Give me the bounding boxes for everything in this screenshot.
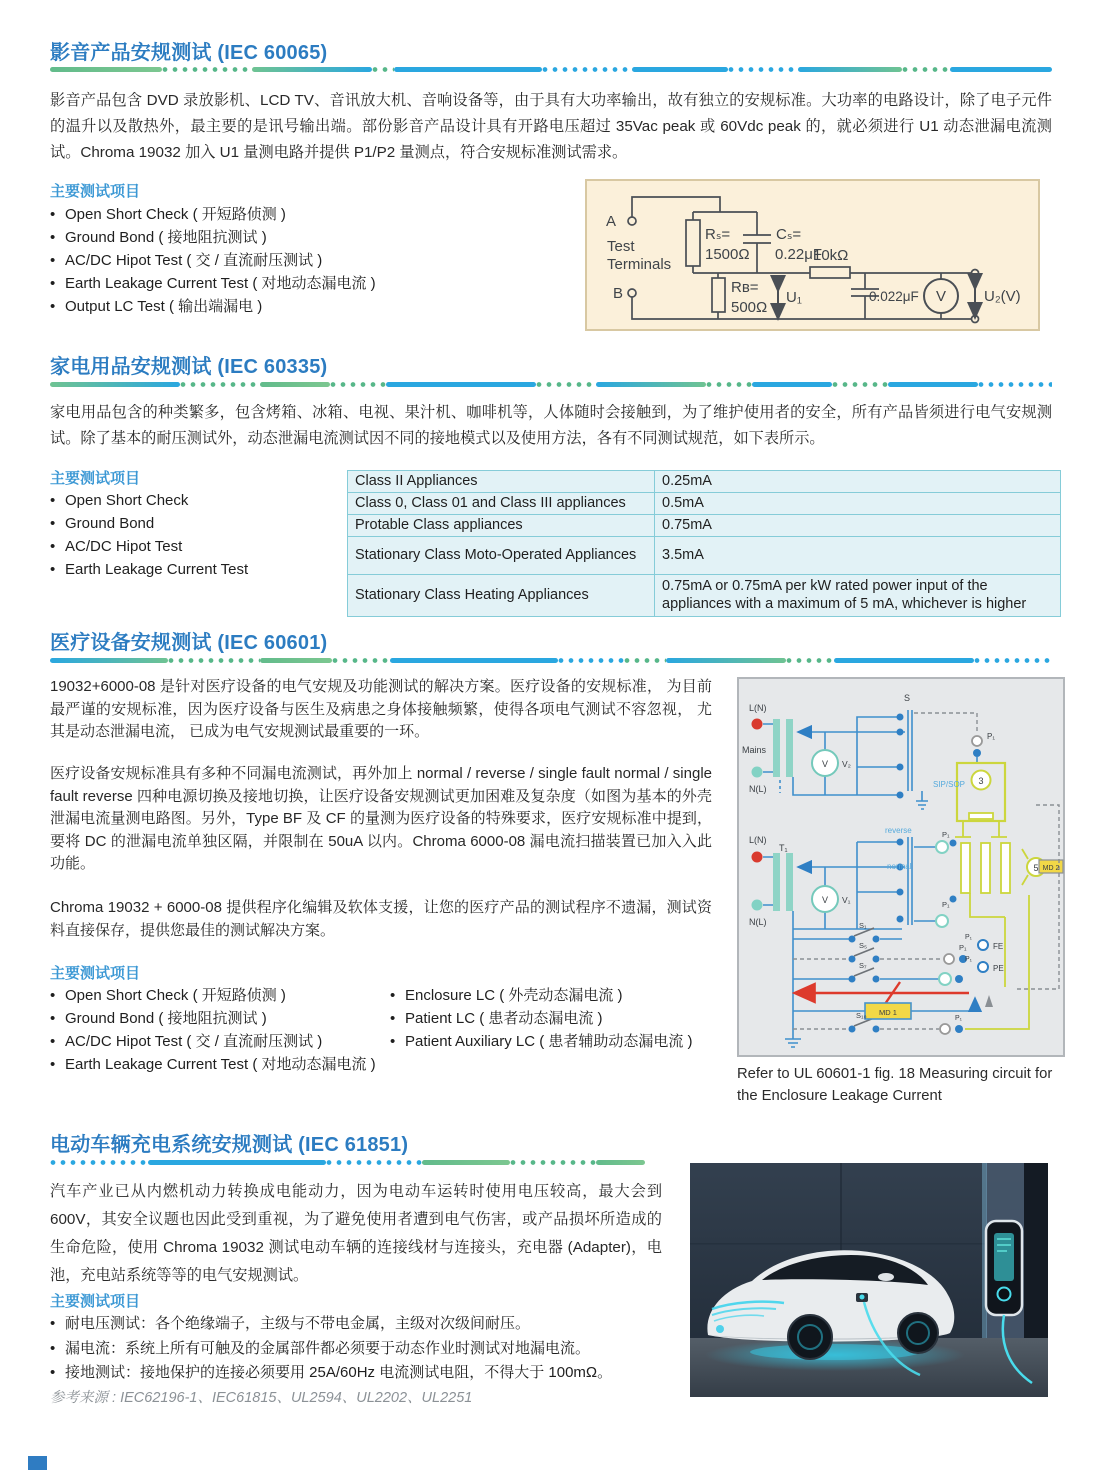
p1-fe-label: P₁ <box>965 934 973 941</box>
divider-segment <box>260 658 332 663</box>
section-title-ev: 电动车辆充电系统安规测试 (IEC 61851) <box>50 1134 409 1156</box>
list-heading-av: 主要测试项目 <box>50 183 141 200</box>
divider-segment <box>326 1160 422 1165</box>
section-divider <box>50 66 1052 72</box>
voltmeter-label: V <box>935 288 947 305</box>
list-item: • Earth Leakage Current Test ( 对地动态漏电流 ) <box>50 272 570 295</box>
divider-segment <box>180 382 260 387</box>
list-item: • Patient LC ( 患者动态漏电流 ) <box>390 1007 720 1030</box>
table-cell-label: Class II Appliances <box>348 471 655 493</box>
mains-label: Mains <box>742 745 767 755</box>
divider-segment <box>372 67 394 72</box>
terminals-label: Terminals <box>607 256 672 273</box>
cap-value: 0.022μF <box>869 289 919 304</box>
section-divider <box>50 381 1052 387</box>
table-cell-label: Stationary Class Moto-Operated Appliances <box>348 537 655 575</box>
list-item: • Ground Bond ( 接地阻抗测试 ) <box>50 1007 385 1030</box>
table-row <box>348 575 1061 617</box>
list-item: • Ground Bond ( 接地阻抗测试 ) <box>50 226 570 249</box>
list-item: • 耐电压测试：各个绝缘端子，主级与不带电金属，主级对次级间耐压。 <box>50 1312 662 1337</box>
voltmeter1-v: V <box>821 895 829 905</box>
divider-segment <box>168 658 260 663</box>
pe-label: PE <box>993 964 1004 973</box>
divider-segment <box>148 1160 326 1165</box>
medical-measuring-circuit-diagram <box>737 677 1065 1057</box>
p1-row-label-3: P₁ <box>959 943 967 952</box>
divider-segment <box>950 67 1052 72</box>
p1-pe-label: P₁ <box>965 956 973 963</box>
divider-segment <box>542 67 632 72</box>
u1-label: U₁ <box>786 289 802 306</box>
list-heading-home: 主要测试项目 <box>50 470 141 487</box>
list-item: • 漏电流：系统上所有可触及的金属部件都必须要于动态作业时测试对地漏电流。 <box>50 1337 662 1362</box>
list-item: • Earth Leakage Current Test ( 对地动态漏电流 ) <box>50 1053 385 1076</box>
bullet-list-home <box>50 489 330 581</box>
divider-segment <box>974 658 1052 663</box>
paragraph-home: 家电用品包含的种类繁多，包含烤箱、冰箱、电视、果汁机、咖啡机等，人体随时会接触到，为了维护使用者的安全，所有产品皆须进行电气安规测试。除了基本的耐压测试外，动态泄漏电流测试因不同的接地模式以及使用方法，各有不同测试规范，如下表所示。 <box>50 404 1052 447</box>
divider-segment <box>596 382 706 387</box>
ev-charging-photo <box>690 1163 1048 1397</box>
p1-row-label-2: P₁ <box>942 900 950 909</box>
list-item: • Patient Auxiliary LC ( 患者辅助动态漏电流 ) <box>390 1030 720 1053</box>
paragraph-medical-3: Chroma 19032 + 6000-08 提供程序化编辑及软体支援，让您的医疗产品的测试程序不遗漏，测试资料直接保存，提供您最佳的测试解决方案。 <box>50 899 712 939</box>
list-item: • AC/DC Hipot Test ( 交 / 直流耐压测试 ) <box>50 249 570 272</box>
v2-label: V₂ <box>842 759 851 769</box>
divider-segment <box>706 382 752 387</box>
t1-label: T₁ <box>779 843 788 853</box>
paragraph-medical-2: 医疗设备安规标准具有多种不同漏电流测试，再外加上 normal / reverse / single fault normal / single fault reverse 四种电源切换及接地切换，让医疗设备安规测试更加困难及复杂度（如图为基本的外壳泄漏电流量测电路图。另外，Type BF 及 CF 的量测为医疗设备的特殊要求，医疗安规标准中提到，要将 DC 的泄漏电流单独区隔，并限制在 50uA 以内。Chroma 6000-08 漏电流扫描装置已加入入此功能。 <box>50 765 712 872</box>
table-row <box>348 471 1061 493</box>
list-item: • Open Short Check ( 开短路侦测 ) <box>50 203 570 226</box>
page-corner-mark <box>28 1456 47 1470</box>
list-item: • Ground Bond <box>50 512 330 535</box>
paragraph-medical-1: 19032+6000-08 是针对医疗设备的电气安规及功能测试的解决方案。医疗设备的安规标准， 为目前最严谨的安规标准，因为医疗设备与医生及病患之身体接触频繁，使得各项电气测试不容忽视， 尤其是动态泄漏电流， 已成为电气安规测试最重要的一环。 <box>50 678 712 740</box>
divider-segment <box>386 382 536 387</box>
rb-value: 500Ω <box>731 299 768 316</box>
normal-label: normal <box>887 862 912 871</box>
terminal-b-label: B <box>612 285 623 302</box>
divider-segment <box>394 67 542 72</box>
list-item: • 接地测试：接地保护的连接必须要用 25A/60Hz 电流测试电阻，不得大于 100mΩ。 <box>50 1361 662 1386</box>
s7-label: S₇ <box>859 961 867 970</box>
divider-segment <box>596 1160 645 1165</box>
divider-segment <box>834 658 974 663</box>
divider-segment <box>902 67 950 72</box>
divider-segment <box>798 67 902 72</box>
divider-segment <box>752 382 832 387</box>
terminal-a-label: A <box>605 213 616 230</box>
section-title-av: 影音产品安规测试 (IEC 60065) <box>50 42 328 64</box>
fe-label: FE <box>993 942 1004 951</box>
divider-segment <box>260 382 330 387</box>
divider-segment <box>252 67 372 72</box>
paragraph-av: 影音产品包含 DVD 录放影机、LCD TV、音讯放大机、音响设备等，由于具有大功率输出，故有独立的安规标准。大功率的电路设计，除了电子元件的温升以及散热外，最主要的是讯号输出端。部份影音产品设计具有开路电压超过 35Vac peak 或 60Vdc peak 的，就必须进行 U1 动态泄漏电流测试。Chroma 19032 加入 U1 量测电路并提供 P1/P2 量测点，符合安规标准测试需求。 <box>50 92 1052 161</box>
table-cell-value: 0.75mA <box>655 515 1061 537</box>
divider-segment <box>624 658 666 663</box>
section-title-medical: 医疗设备安规测试 (IEC 60601) <box>50 632 328 654</box>
divider-segment <box>422 1160 510 1165</box>
leakage-limits-table <box>347 470 1061 617</box>
divider-segment <box>390 658 558 663</box>
bullet-list-medical-left <box>50 984 385 1076</box>
cs-value: 0.22μF <box>775 246 822 263</box>
circle3-label: 3 <box>978 776 984 786</box>
sipsop-label: SIP/SOP <box>933 780 966 789</box>
list-item: • Open Short Check ( 开短路侦测 ) <box>50 984 385 1007</box>
md2-label: MD 2 <box>1042 865 1060 872</box>
divider-segment <box>50 658 168 663</box>
s1-label: S₁ <box>859 921 867 930</box>
reverse-label: reverse <box>885 826 912 835</box>
divider-segment <box>330 382 386 387</box>
list-item: • Earth Leakage Current Test <box>50 558 330 581</box>
u2-label: U₂(V) <box>984 288 1021 305</box>
list-heading-medical: 主要测试项目 <box>50 965 141 982</box>
voltmeter2-v: V <box>821 759 829 769</box>
p1-label: P₁ <box>987 732 996 741</box>
table-cell-label: Stationary Class Heating Appliances <box>348 575 655 617</box>
paragraph-ev: 汽车产业已从内燃机动力转换成电能动力，因为电动车运转时使用电压较高，最大会到 600V，其安全议题也因此受到重视，为了避免使用者遭到电气伤害，或产品损坏所造成的生命危险，使用 Chroma 19032 测试电动车辆的连接线材与连接头，充电器 (Adapter)，电池，充电站系统等等的电气安规测试。 <box>50 1183 662 1284</box>
table-cell-value: 0.25mA <box>655 471 1061 493</box>
table-cell-value: 3.5mA <box>655 537 1061 575</box>
divider-segment <box>50 1160 148 1165</box>
list-heading-ev: 主要测试项目 <box>50 1293 141 1310</box>
v1-label: V₁ <box>842 895 851 905</box>
table-cell-label: Class 0, Class 01 and Class III appliances <box>348 493 655 515</box>
divider-segment <box>510 1160 596 1165</box>
divider-segment <box>888 382 978 387</box>
rs-label: Rₛ= <box>705 226 731 243</box>
divider-segment <box>536 382 596 387</box>
list-item: • Open Short Check <box>50 489 330 512</box>
table-cell-label: Protable Class appliances <box>348 515 655 537</box>
diagram-caption: Refer to UL 60601-1 fig. 18 Measuring circuit for the Enclosure Leakage Current <box>737 1066 1053 1104</box>
list-item: • AC/DC Hipot Test <box>50 535 330 558</box>
divider-segment <box>978 382 1052 387</box>
divider-segment <box>786 658 834 663</box>
divider-segment <box>162 67 252 72</box>
section-divider <box>50 1159 645 1165</box>
bullet-list-av <box>50 203 570 318</box>
table-row <box>348 493 1061 515</box>
bullet-list-medical-right <box>390 984 720 1053</box>
md1-label: MD 1 <box>879 1008 897 1017</box>
table-row <box>348 537 1061 575</box>
divider-segment <box>50 382 180 387</box>
list-item: • Output LC Test ( 输出端漏电 ) <box>50 295 570 318</box>
divider-segment <box>666 658 786 663</box>
ln-label-2: L(N) <box>749 835 767 845</box>
rb-label: Rʙ= <box>731 279 759 296</box>
nl-label: N(L) <box>749 784 767 794</box>
divider-segment <box>50 67 162 72</box>
divider-segment <box>558 658 624 663</box>
divider-segment <box>832 382 888 387</box>
cs-label: Cₛ= <box>776 226 802 243</box>
reference-sources: 参考来源 : IEC62196-1、IEC61815、UL2594、UL2202、UL2251 <box>50 1390 473 1406</box>
section-divider <box>50 657 1052 663</box>
circle5-label: 5 <box>1033 863 1039 873</box>
divider-segment <box>632 67 728 72</box>
u1-measuring-circuit-diagram <box>585 179 1040 331</box>
p1-s10-label: P₁ <box>955 1015 963 1022</box>
s5-label: S₅ <box>859 941 868 950</box>
bullet-list-ev <box>50 1312 662 1386</box>
s10-label: S₁₀ <box>856 1011 867 1020</box>
table-cell-value: 0.75mA or 0.75mA per kW rated power input of the appliances with a maximum of 5 mA, whichever is higher <box>655 575 1061 617</box>
r10k-label: 10kΩ <box>813 247 849 264</box>
nl-label-2: N(L) <box>749 917 767 927</box>
divider-segment <box>332 658 390 663</box>
list-item: • Enclosure LC ( 外壳动态漏电流 ) <box>390 984 720 1007</box>
s-switch-label: S <box>904 693 911 703</box>
rs-value: 1500Ω <box>705 246 750 263</box>
test-label: Test <box>607 238 635 255</box>
table-cell-value: 0.5mA <box>655 493 1061 515</box>
section-title-home: 家电用品安规测试 (IEC 60335) <box>50 356 328 378</box>
table-row <box>348 515 1061 537</box>
p1-row-label-1: P₁ <box>942 830 950 839</box>
list-item: • AC/DC Hipot Test ( 交 / 直流耐压测试 ) <box>50 1030 385 1053</box>
divider-segment <box>728 67 798 72</box>
ln-label: L(N) <box>749 703 767 713</box>
